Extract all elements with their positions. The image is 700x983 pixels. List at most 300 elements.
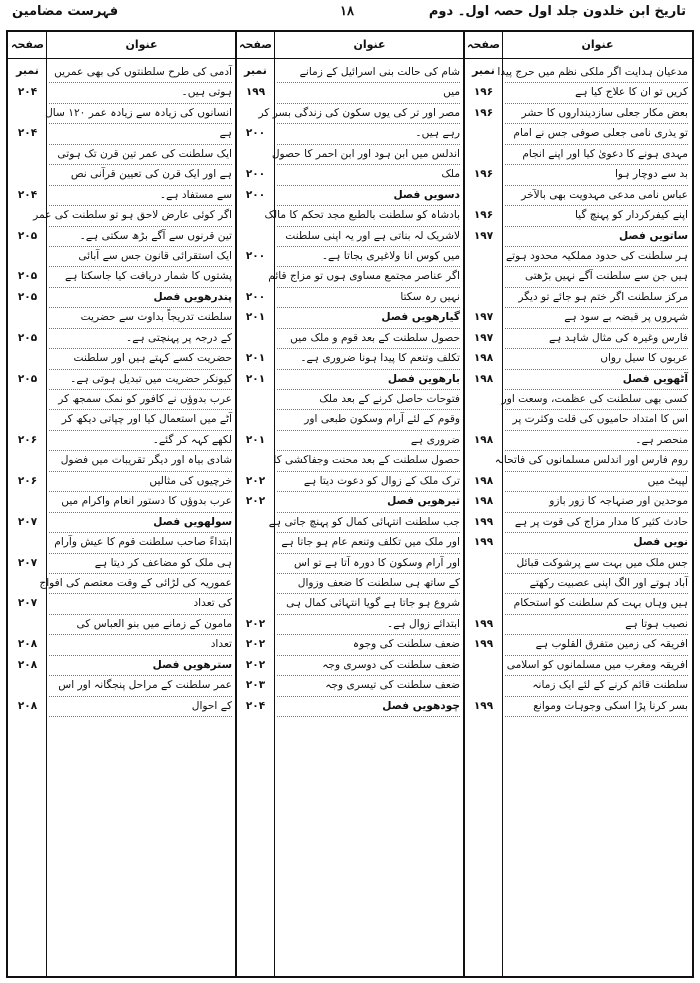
contents-row (464, 185, 692, 205)
page-ref (237, 553, 274, 573)
topic-text: عباس نامی مدعی مہدویت بھی بالآخر (505, 185, 688, 206)
contents-row (464, 512, 692, 532)
page-ref: ۱۹۹ (473, 536, 494, 549)
page-ref: ۲۰۰ (245, 127, 266, 140)
topic-text: سلطنت قائم کرنے کے لئے ایک زمانہ (505, 675, 688, 696)
contents-row (464, 144, 692, 164)
contents-block (8, 32, 236, 976)
contents-row (236, 450, 464, 470)
contents-row (236, 185, 464, 205)
contents-row (236, 593, 464, 613)
topic-text: حصول سلطنت کے بعد قوم و ملک میں (277, 328, 460, 349)
contents-row (464, 328, 692, 348)
page-ref: ۲۰۶ (17, 474, 38, 487)
topic-text: اگر عناصر مجتمع مساوی ہوں تو مزاج قائم (277, 266, 460, 287)
contents-row (464, 471, 692, 491)
chapter-heading: ساتویں فصل (505, 226, 688, 247)
page-ref (237, 226, 274, 246)
page-ref (237, 205, 274, 225)
contents-row (8, 655, 236, 675)
topic-text: کے درجہ پر پہنچتی ہے۔ (49, 328, 232, 349)
topic-text: مدعیان ہدایت اگر ملکی نظم میں حرج پیدا (505, 62, 688, 83)
page-ref: ۲۰۵ (17, 229, 38, 242)
topic-text: آباد ہوتے اور الگ اپنی عصبیت رکھتے (505, 573, 688, 594)
page-column-header: صفحہ نمبر (239, 38, 272, 77)
topic-text: روم فارس اور اندلس مسلمانوں کی فاتحانہ (505, 450, 688, 471)
page-ref: ۲۰۰ (245, 188, 266, 201)
chapter-heading: چودھویں فصل (277, 696, 460, 717)
contents-row (464, 553, 692, 573)
topic-text: آٹے میں استعمال کیا اور چپاتی دیکھ کر (49, 409, 232, 430)
contents-row (464, 655, 692, 675)
page-ref (237, 593, 274, 613)
contents-row (8, 103, 236, 123)
page-ref: ۱۹۹ (473, 638, 494, 651)
contents-row (8, 307, 236, 327)
contents-row (464, 307, 692, 327)
page-ref (237, 532, 274, 552)
contents-row (464, 123, 692, 143)
topic-text: کی تعداد (49, 593, 232, 614)
topic-column-header: عنوان (581, 38, 614, 51)
page-ref (9, 491, 46, 511)
topic-text: فتوحات حاصل کرنے کے بعد ملک (277, 389, 460, 410)
topic-text: عمر سلطنت کے مراحل پنجگانہ اور اس (49, 675, 232, 696)
contents-row (464, 573, 692, 593)
page-ref (237, 450, 274, 470)
contents-table (6, 30, 694, 978)
contents-row (8, 573, 236, 593)
topic-text: ہیں جن سے سلطنت آگے نہیں بڑھتی (505, 266, 688, 287)
topic-text: جس ملک میں بہت سے پرشوکت قبائل (505, 553, 688, 574)
contents-row (8, 62, 236, 82)
contents-row (8, 226, 236, 246)
contents-row (236, 246, 464, 266)
topic-text: عرب بدوؤں کا دستور انعام واکرام میں (49, 491, 232, 512)
page-ref (465, 573, 502, 593)
contents-row (236, 103, 464, 123)
contents-row (464, 62, 692, 82)
contents-row (464, 634, 692, 654)
page-ref: ۱۹۸ (473, 474, 494, 487)
page-ref (237, 573, 274, 593)
topic-text: ہے اور ایک قرن کی تعیین قرآنی نص (49, 164, 232, 185)
topic-text: کسی بھی سلطنت کی عظمت، وسعت اور (505, 389, 688, 410)
page-ref (237, 389, 274, 409)
contents-row (236, 675, 464, 695)
topic-text: ملک (277, 164, 460, 185)
page-ref (9, 205, 46, 225)
contents-row (8, 123, 236, 143)
page-ref: ۱۹۸ (473, 352, 494, 365)
page-ref: ۱۹۹ (473, 515, 494, 528)
page-ref (9, 62, 46, 82)
page-ref: ۱۹۷ (473, 331, 494, 344)
topic-text: ہے (49, 123, 232, 144)
topic-text: خرچیوں کی مثالیں (49, 471, 232, 492)
contents-row (8, 328, 236, 348)
topic-text: ہوتی ہیں۔ (49, 82, 232, 103)
topic-text: اگر کوئی عارض لاحق ہو تو سلطنت کی عمر (49, 205, 232, 226)
contents-row (464, 491, 692, 511)
topic-text: فارس وغیرہ کی مثال شاہد ہے (505, 328, 688, 349)
page-ref: ۱۹۸ (473, 372, 494, 385)
page-column-header: صفحہ نمبر (11, 38, 44, 77)
contents-row (236, 430, 464, 450)
topic-text: اور ملک میں تکلف وتنعم عام ہو جاتا ہے (277, 532, 460, 553)
topic-text: حصول سلطنت کے بعد محنت وجفاکشی کا (277, 450, 460, 471)
contents-row (236, 348, 464, 368)
topic-text: ایک استقرائی قانون جس سے آبائی (49, 246, 232, 267)
topic-text: مصر اور تر کی یوں سکون کی زندگی بسر کر (277, 103, 460, 124)
topic-text: شام کی حالت بنی اسرائیل کے زمانے (277, 62, 460, 83)
contents-row (464, 389, 692, 409)
book-title: تاریخ ابن خلدون جلد اول حصہ اول۔ دوم (428, 4, 686, 19)
contents-row (236, 491, 464, 511)
page-ref: ۲۰۴ (17, 86, 38, 99)
page-ref (9, 103, 46, 123)
topic-text: لکھے کہہ کر گئے۔ (49, 430, 232, 451)
contents-row (236, 62, 464, 82)
contents-row (8, 409, 236, 429)
contents-row (464, 614, 692, 634)
page-ref (9, 164, 46, 184)
page-ref: ۱۹۷ (473, 311, 494, 324)
page-ref: ۱۹۸ (473, 495, 494, 508)
topic-text: منحصر ہے۔ (505, 430, 688, 451)
contents-row (8, 450, 236, 470)
contents-row (236, 205, 464, 225)
topic-text: شادی بیاہ اور دیگر تقریبات میں فضول (49, 450, 232, 471)
page-ref: ۱۹۹ (245, 86, 266, 99)
topic-text: کریں تو ان کا علاج کیا ہے (505, 82, 688, 103)
page-ref (9, 532, 46, 552)
page-ref (9, 573, 46, 593)
page-header (0, 0, 700, 30)
topic-text: ہیں وہاں بہت کم سلطنت کو استحکام (505, 593, 688, 614)
contents-row (464, 409, 692, 429)
contents-row (236, 389, 464, 409)
page-ref (9, 675, 46, 695)
topic-text: ضروری ہے (277, 430, 460, 451)
topic-text: اور آرام وسکون کا دورہ آتا ہے تو اس (277, 553, 460, 574)
topic-text: تو یذری نامی جعلی صوفی جس نے امام (505, 123, 688, 144)
contents-row (464, 369, 692, 389)
topic-text: تین قرنوں سے آگے بڑھ سکتی ہے۔ (49, 226, 232, 247)
page-ref: ۱۹۶ (473, 106, 494, 119)
contents-row (8, 491, 236, 511)
page-ref (9, 614, 46, 634)
topic-text: موحدین اور صنہاجہ کا زور بازو (505, 491, 688, 512)
contents-row (8, 532, 236, 552)
page-ref: ۲۰۲ (245, 638, 266, 651)
topic-text: حادث کثیر کا مدار مزاج کی قوت پر ہے (505, 512, 688, 533)
page-ref: ۲۰۵ (17, 372, 38, 385)
contents-row (464, 164, 692, 184)
page-ref: ۲۰۷ (17, 597, 38, 610)
contents-row (8, 614, 236, 634)
contents-row (464, 226, 692, 246)
topic-text: تعداد (49, 634, 232, 655)
topic-text: افریقہ کی زمین متفرق القلوب ہے (505, 634, 688, 655)
page-ref (237, 266, 274, 286)
contents-row (236, 328, 464, 348)
topic-text: مامون کے زمانے میں بنو العباس کی (49, 614, 232, 635)
page-ref (9, 144, 46, 164)
topic-text: انسانوں کی زیادہ سے زیادہ عمر ۱۲۰ سال (49, 103, 232, 124)
contents-row (236, 164, 464, 184)
contents-row (464, 82, 692, 102)
topic-text: جب سلطنت انتہائی کمال کو پہنچ جاتی ہے (277, 512, 460, 533)
topic-text: ایک سلطنت کی عمر تین قرن تک ہوتی (49, 144, 232, 165)
header-divider (464, 58, 692, 59)
contents-row (464, 103, 692, 123)
chapter-heading: بارھویں فصل (277, 369, 460, 390)
topic-text: بد سے دوچار ہوا (505, 164, 688, 185)
topic-text: آدمی کی طرح سلطنتوں کی بھی عمریں (49, 62, 232, 83)
contents-row (8, 287, 236, 307)
page-ref (465, 287, 502, 307)
page-ref (237, 328, 274, 348)
page-ref: ۲۰۵ (17, 270, 38, 283)
contents-row (236, 123, 464, 143)
contents-row (8, 369, 236, 389)
contents-row (8, 430, 236, 450)
contents-row (236, 553, 464, 573)
page-ref: ۲۰۱ (245, 372, 266, 385)
page-ref: ۲۰۴ (17, 127, 38, 140)
contents-row (236, 634, 464, 654)
contents-row (8, 512, 236, 532)
page-ref: ۲۰۲ (245, 495, 266, 508)
page-ref (465, 389, 502, 409)
contents-row (464, 675, 692, 695)
contents-row (8, 348, 236, 368)
page-ref: ۱۹۶ (473, 86, 494, 99)
contents-block (464, 32, 692, 976)
page-ref (237, 512, 274, 532)
contents-row (8, 675, 236, 695)
page-ref (237, 409, 274, 429)
topic-text: بادشاہ کو سلطنت بالطبع مجد تحکم کا مالک (277, 205, 460, 226)
page-ref (465, 144, 502, 164)
chapter-heading: آٹھویں فصل (505, 369, 688, 390)
topic-text: لاشریک لہ بناتی ہے اور یہ اپنی سلطنت (277, 226, 460, 247)
contents-row (236, 512, 464, 532)
topic-column-header: عنوان (353, 38, 386, 51)
topic-text: سے مستفاد ہے۔ (49, 185, 232, 206)
page-ref (9, 450, 46, 470)
topic-text: بعض مکار جعلی سازدینداروں کا حشر (505, 103, 688, 124)
page-column-header: صفحہ نمبر (467, 38, 500, 77)
page-ref: ۲۰۱ (245, 352, 266, 365)
topic-text: عموریہ کی لڑائی کے وقت معتصم کی افواج (49, 573, 232, 594)
topic-text: اس کا امتداد حامیوں کی قلت وکثرت پر (505, 409, 688, 430)
contents-row (8, 164, 236, 184)
topic-text: تکلف وتنعم کا پیدا ہونا ضروری ہے۔ (277, 348, 460, 369)
contents-row (236, 369, 464, 389)
page-ref (465, 450, 502, 470)
topic-text: ترک ملک کے زوال کو دعوت دیتا ہے (277, 471, 460, 492)
page-ref (237, 144, 274, 164)
topic-text: لپیٹ میں (505, 471, 688, 492)
topic-text: عرب بدوؤں نے کافور کو نمک سمجھ کر (49, 389, 232, 410)
chapter-heading: نویں فصل (505, 532, 688, 553)
page-ref: ۲۰۸ (17, 658, 38, 671)
topic-text: ضعف سلطنت کی تیسری وجہ (277, 675, 460, 696)
contents-row (236, 307, 464, 327)
contents-row (236, 696, 464, 716)
contents-row (464, 287, 692, 307)
contents-block (236, 32, 464, 976)
contents-row (8, 82, 236, 102)
page-ref: ۲۰۰ (245, 290, 266, 303)
contents-row (236, 287, 464, 307)
contents-row (8, 246, 236, 266)
topic-text: ہر سلطنت کی حدود مملکیہ محدود ہوتے (505, 246, 688, 267)
contents-row (236, 226, 464, 246)
contents-row (464, 593, 692, 613)
contents-row (8, 471, 236, 491)
contents-row (236, 655, 464, 675)
page-ref (9, 348, 46, 368)
contents-row (464, 205, 692, 225)
chapter-heading: دسویں فصل (277, 185, 460, 206)
page-ref (9, 409, 46, 429)
contents-row (464, 266, 692, 286)
page-ref: ۱۹۶ (473, 209, 494, 222)
page-ref: ۱۹۶ (473, 168, 494, 181)
contents-row (8, 593, 236, 613)
topic-text: وقوم کے لئے آرام وسکون طبعی اور (277, 409, 460, 430)
topic-text: بسر کرنا پڑا اسکی وجوہات وموانع (505, 696, 688, 717)
topic-text: افریقہ ومغرب میں مسلمانوں کو اسلامی (505, 655, 688, 676)
page-ref: ۲۰۷ (17, 556, 38, 569)
page-ref: ۲۰۱ (245, 311, 266, 324)
page-ref (9, 246, 46, 266)
topic-text: ضعف سلطنت کی وجوہ (277, 634, 460, 655)
topic-text: نصیب ہوتا ہے (505, 614, 688, 635)
topic-text: پشتوں کا شمار دریافت کیا جاسکتا ہے (49, 266, 232, 287)
contents-row (8, 634, 236, 654)
page-ref: ۲۰۲ (245, 474, 266, 487)
page-ref: ۲۰۸ (17, 699, 38, 712)
page-ref (465, 266, 502, 286)
contents-row (236, 532, 464, 552)
header-divider (236, 58, 464, 59)
page-ref: ۲۰۳ (245, 679, 266, 692)
topic-text: مہدی ہونے کا دعویٰ کیا اور اپنے انجام (505, 144, 688, 165)
page-ref (465, 123, 502, 143)
contents-row (8, 696, 236, 716)
page-ref: ۲۰۲ (245, 658, 266, 671)
topic-text: رہے ہیں۔ (277, 123, 460, 144)
contents-row (464, 430, 692, 450)
page-ref: ۱۹۹ (473, 617, 494, 630)
topic-text: شہروں پر قبضہ بے سود ہے (505, 307, 688, 328)
topic-text: ہی ملک کو مضاعف کر دیتا ہے (49, 553, 232, 574)
topic-text: حضریت کسے کہتے ہیں اور سلطنت (49, 348, 232, 369)
chapter-heading: سترھویں فصل (49, 655, 232, 676)
contents-row (464, 348, 692, 368)
page-ref (9, 389, 46, 409)
contents-row (464, 246, 692, 266)
page-ref (465, 655, 502, 675)
page-ref: ۱۹۸ (473, 433, 494, 446)
chapter-heading: سولھویں فصل (49, 512, 232, 533)
page-ref (237, 103, 274, 123)
chapter-heading: گیارھویں فصل (277, 307, 460, 328)
contents-row (236, 144, 464, 164)
topic-text: نہیں رہ سکتا (277, 287, 460, 308)
contents-row (8, 144, 236, 164)
page-ref (465, 553, 502, 573)
topic-text: کے احوال (49, 696, 232, 717)
topic-text: اپنے کیفرکردار کو پہنچ گیا (505, 205, 688, 226)
contents-row (464, 450, 692, 470)
chapter-heading: پندرھویں فصل (49, 287, 232, 308)
contents-row (236, 471, 464, 491)
topic-text: میں (277, 82, 460, 103)
page-ref: ۲۰۵ (17, 331, 38, 344)
page-ref: ۲۰۴ (245, 699, 266, 712)
topic-text: اندلس میں ابن ہود اور ابن احمر کا حصول (277, 144, 460, 165)
section-title: فہرست مضامین (12, 4, 119, 19)
topic-text: میں کوس انا ولاغیری بجاتا ہے۔ (277, 246, 460, 267)
contents-row (236, 82, 464, 102)
contents-row (236, 614, 464, 634)
topic-text: ابتداءً صاحب سلطنت قوم کا عیش وآرام (49, 532, 232, 553)
topic-text: کے ساتھ ہی سلطنت کا ضعف وزوال (277, 573, 460, 594)
topic-text: ضعف سلطنت کی دوسری وجہ (277, 655, 460, 676)
contents-row (8, 389, 236, 409)
page-ref (465, 593, 502, 613)
topic-text: شروع ہو جاتا ہے گویا انتہائی کمال ہی (277, 593, 460, 614)
page-ref: ۱۹۷ (473, 229, 494, 242)
topic-text: ابتدائے زوال ہے۔ (277, 614, 460, 635)
page-ref: ۲۰۲ (245, 617, 266, 630)
page-ref: ۱۹۹ (473, 699, 494, 712)
page-ref: ۲۰۶ (17, 433, 38, 446)
page-ref: ۲۰۸ (17, 638, 38, 651)
page-ref (465, 62, 502, 82)
contents-row (8, 553, 236, 573)
topic-column-header: عنوان (125, 38, 158, 51)
contents-row (236, 573, 464, 593)
contents-row (8, 185, 236, 205)
page-ref: ۲۰۷ (17, 515, 38, 528)
page-ref: ۲۰۰ (245, 249, 266, 262)
page-ref: ۲۰۰ (245, 168, 266, 181)
page-ref (465, 185, 502, 205)
chapter-heading: تیرھویں فصل (277, 491, 460, 512)
topic-text: سلطنت تدریجاً بداوت سے حضریت (49, 307, 232, 328)
topic-text: کیونکر حضریت میں تبدیل ہوتی ہے۔ (49, 369, 232, 390)
page-ref (465, 409, 502, 429)
topic-text: عربوں کا سیل رواں (505, 348, 688, 369)
header-divider (8, 58, 236, 59)
page-ref (465, 675, 502, 695)
page-ref (9, 307, 46, 327)
contents-row (8, 266, 236, 286)
contents-row (236, 409, 464, 429)
contents-row (8, 205, 236, 225)
page-ref: ۲۰۵ (17, 290, 38, 303)
contents-row (464, 532, 692, 552)
topic-text: مرکز سلطنت اگر ختم ہو جائے تو دیگر (505, 287, 688, 308)
page-ref: ۲۰۱ (245, 433, 266, 446)
contents-row (464, 696, 692, 716)
